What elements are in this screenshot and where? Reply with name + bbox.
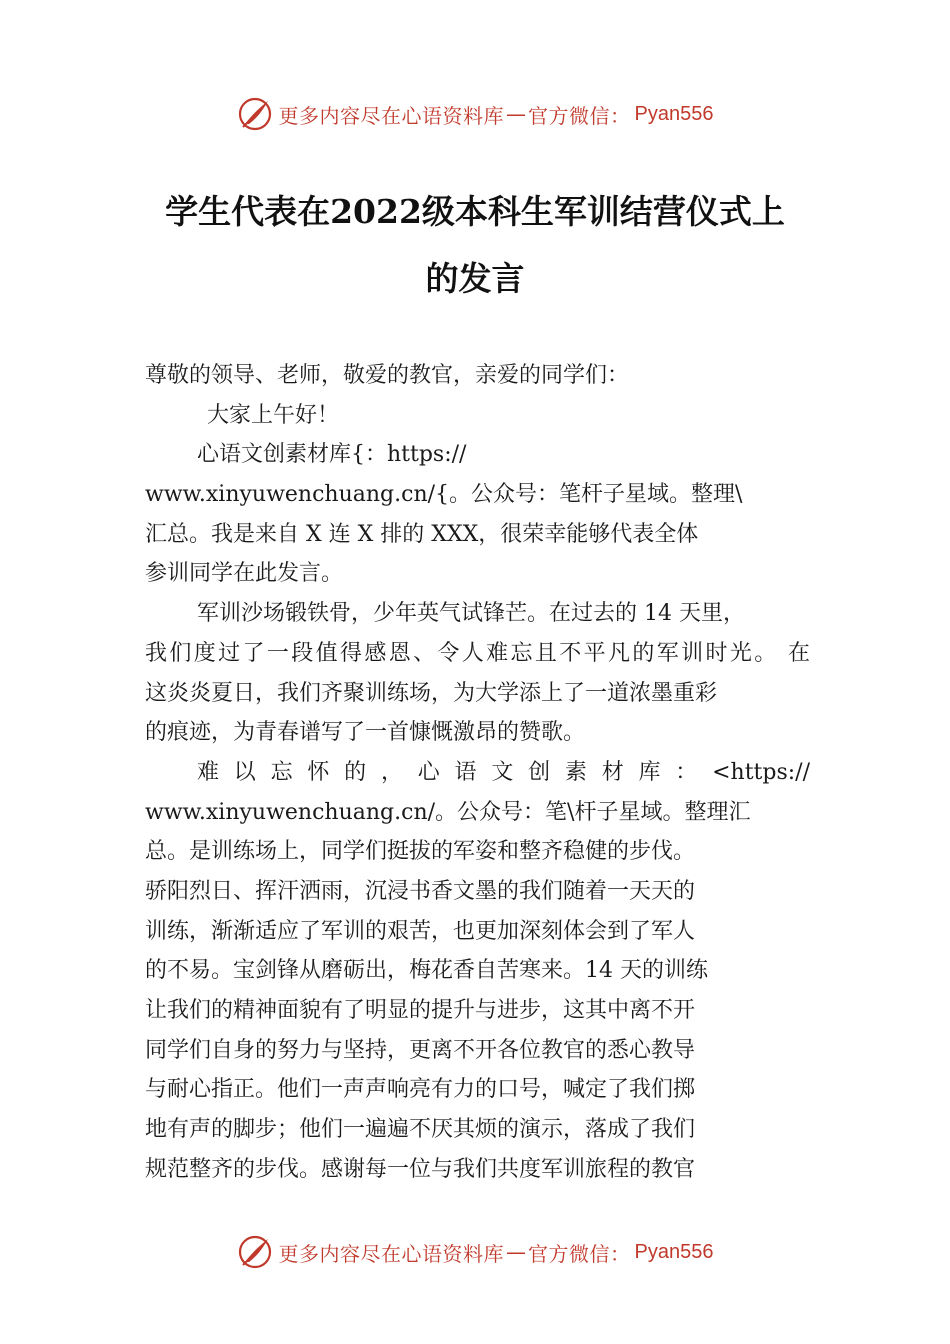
document-title [60,178,890,312]
body-line: 训练，渐渐适应了军训的艰苦，也更加深刻体会到了军人 [145,918,696,944]
title-line-1: 学生代表在2022级本科生军训结营仪式上 [165,192,785,231]
quill-logo-icon [237,96,273,132]
body-line: 我们度过了一段值得感恩、令人难忘且不平凡的军训时光。 在 [145,640,810,666]
body-line: 心语文创素材库{：https:// [197,442,467,468]
header-banner [0,94,950,134]
banner-separator: — [506,1240,527,1264]
title-line-2: 的发言 [425,259,525,298]
body-line: 的不易。宝剑锋从磨砺出，梅花香自苦寒来。14 天的训练 [145,958,708,984]
body-line: 军训沙场锻铁骨，少年英气试锋芒。在过去的 14 天里， [197,601,745,627]
banner-wechat-id: Pyan556 [634,1240,714,1263]
body-line: www.xinyuwenchuang.cn/{。公众号：笔杆子星域。整理\ [145,482,743,508]
body-line: 规范整齐的步伐。感谢每一位与我们共度军训旅程的教官 [145,1156,696,1182]
banner-label: 官方微信： [528,1241,631,1266]
body-line: 让我们的精神面貌有了明显的提升与进步，这其中离不开 [145,998,696,1023]
body-line: 总。是训练场上，同学们挺拔的军姿和整齐稳健的步伐。 [145,839,696,865]
body-line: 参训同学在此发言。 [145,561,344,587]
banner-separator: — [506,102,527,126]
document-body [145,356,810,1189]
body-line: 这炎炎夏日，我们齐聚训练场，为大学添上了一道浓墨重彩 [145,680,718,706]
body-line: 的痕迹，为青春谱写了一首慷慨激昂的赞歌。 [145,720,586,746]
body-line: 与耐心指正。他们一声声响亮有力的口号，喊定了我们掷 [145,1077,696,1103]
body-line: 骄阳烈日、挥汗洒雨，沉浸书香文墨的我们随着一天天的 [145,878,696,904]
banner-wechat-id: Pyan556 [634,102,714,125]
body-line: 地有声的脚步；他们一遍遍不厌其烦的演示，落成了我们 [145,1117,696,1143]
banner-text: 更多内容尽在心语资料库 [278,103,505,128]
banner-label: 官方微信： [528,103,631,128]
body-line: 大家上午好！ [207,402,340,428]
body-line: 汇总。我是来自 X 连 X 排的 XXX，很荣幸能够代表全体 [145,521,699,547]
banner-text: 更多内容尽在心语资料库 [278,1241,505,1266]
body-line: www.xinyuwenchuang.cn/。公众号：笔\杆子星域。整理汇 [145,799,751,825]
footer-banner [0,1232,950,1272]
body-line: 同学们自身的努力与坚持，更离不开各位教官的悉心教导 [145,1037,696,1063]
body-line: 难以忘怀的，心语文创素材库：<https:// [197,759,810,785]
body-line: 尊敬的领导、老师，敬爱的教官，亲爱的同学们： [145,363,630,388]
quill-logo-icon [237,1234,273,1270]
